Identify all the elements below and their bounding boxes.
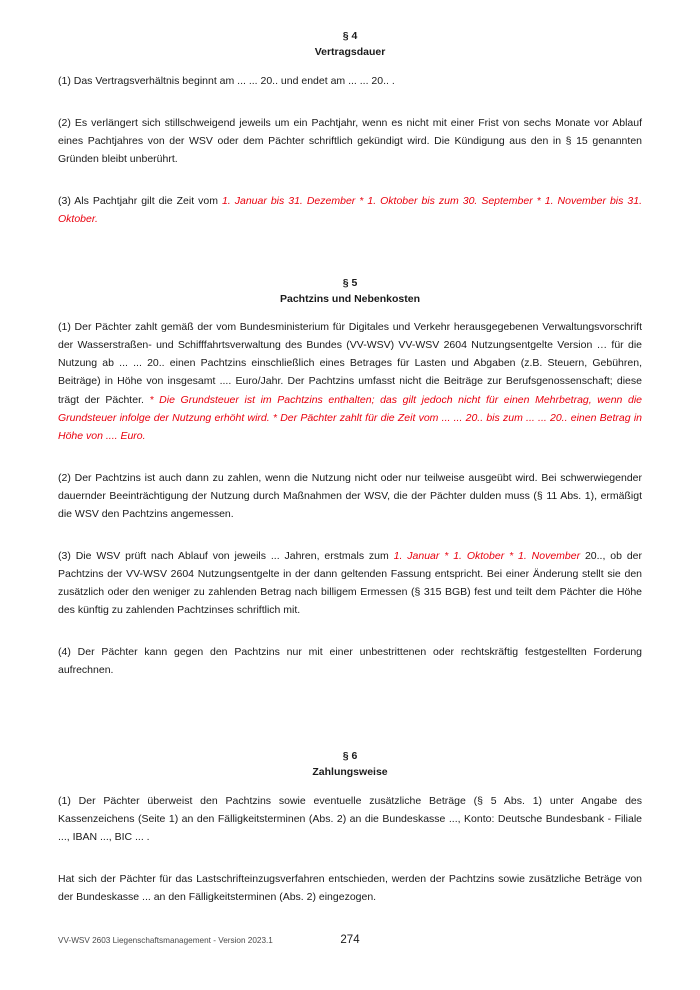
paragraph [58,547,642,619]
paragraph [58,792,642,846]
text-run-highlight: 1. Januar bis 31. Dezember * 1. Oktober bis zum 30. September * 1. November bis 31. Oktober. [58,194,642,225]
paragraph [58,870,642,906]
text-run: (4) Der Pächter kann gegen den Pachtzins nur mit einer unbestrittenen oder rechtskräftig festgestellten Forderung aufrechnen. [58,646,642,677]
text-run: Hat sich der Pächter für das Lastschrifteinzugsverfahren entschieden, werden der Pachtzins sowie zusätzliche Beträge von der Bundeskasse ... an den Fälligkeitsterminen (Abs. 2) eingezogen. [58,872,642,903]
section-title: Zahlungsweise [312,766,388,779]
text-run-highlight: * Die Grundsteuer ist im Pachtzins enthalten; das gilt jedoch nicht für einen Mehrbetrag, wenn die Grundsteuer infolge der Nutzung erhöht wird. * Der Pächter zahlt für die Zeit vom ... ... 20.. bis zum ... ... 20.. einen Betrag in Höhe von .... Euro. [58,393,642,442]
text-run: (1) Der Pächter überweist den Pachtzins sowie eventuelle zusätzliche Beträge (§ 5 Abs. 1) unter Angabe des Kassenzeichens (Seite 1) an den Fälligkeitsterminen (Abs. 2) an die Bundeskasse ..., Konto: Deutsche Bundesbank - Filiale ..., IBAN ..., BIC ... . [58,794,642,843]
paragraph [58,72,642,90]
text-run: (2) Der Pachtzins ist auch dann zu zahlen, wenn die Nutzung nicht oder nur teilweise ausgeübt wird. Bei schwerwiegender dauernder Beeinträchtigung der Nutzung durch Maßnahmen der WSV, die der Pächter dulden muss (§ 11 Abs. 1), ermäßigt die WSV den Pachtzins angemessen. [58,471,642,520]
footer-page-number: 274 [340,934,360,946]
section-symbol: § 6 [342,750,358,763]
paragraph [58,318,642,444]
text-run: (3) Als Pachtjahr gilt die Zeit vom [58,194,222,207]
section-symbol: § 4 [342,30,358,42]
section-heading-4 [58,28,642,61]
footer-document-reference: VV-WSV 2603 Liegenschaftsmanagement - Version 2023.1 [58,936,273,945]
paragraph [58,192,642,228]
section-title: Pachtzins und Nebenkosten [279,293,421,306]
paragraph [58,469,642,523]
section-heading-6 [58,748,642,781]
text-run: 20.., ob der Pachtzins der VV-WSV 2604 Nutzungsentgelte in der dann geltenden Fassung entspricht. Bei einer Änderung stellt sie den zusätzlich oder den weniger zu zahlenden Betrag nach billigem Ermessen (§ 315 BGB) fest und teilt dem Pächter die Höhe des künftig zu zahlenden Pachtzinses schriftlich mit. [58,549,642,616]
text-run-highlight: 1. Januar * 1. Oktober * 1. November [393,549,581,562]
paragraph [58,114,642,168]
text-run: (1) Der Pächter zahlt gemäß der vom Bundesministerium für Digitales und Verkehr herausgegebenen Verwaltungsvorschrift der Wasserstraßen- und Schifffahrtsverwaltung des Bundes (VV-WSV) VV-WSV 2604 Nutzungsentgelte Version … für die Nutzung ab ... ... 20.. einen Pachtzins einschließlich eines Betrages für Lasten und Abgaben (z.B. Steuern, Gebühren, Beiträge) in Höhe von insgesamt .... Euro/Jahr. Der Pachtzins umfasst nicht die Beiträge zur Berufsgenossenschaft; diese trägt der Pächter. [58,321,642,406]
section-title: Vertragsdauer [314,46,386,59]
section-symbol: § 5 [342,276,358,289]
text-run: (3) Die WSV prüft nach Ablauf von jeweils ... Jahren, erstmals zum [58,549,394,562]
section-heading-5 [58,275,642,308]
text-run: (2) Es verlängert sich stillschweigend jeweils um ein Pachtjahr, wenn es nicht mit einer Frist von sechs Monate vor Ablauf eines Pachtjahres von der WSV oder dem Pächter schriftlich gekündigt wird. Die Kündigung aus den in § 15 genannten Gründen bleibt unberührt. [58,116,642,165]
page-footer [58,934,642,952]
text-run: (1) Das Vertragsverhältnis beginnt am ... ... 20.. und endet am ... ... 20.. . [58,74,395,87]
paragraph [58,643,642,679]
